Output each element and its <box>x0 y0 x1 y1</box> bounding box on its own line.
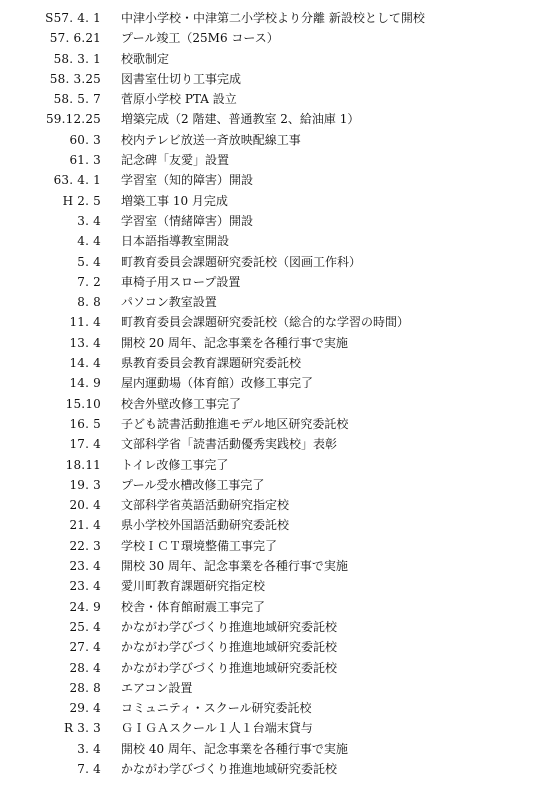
history-row <box>0 556 548 576</box>
history-row <box>0 678 548 698</box>
history-event: 車椅子用スロープ設置 <box>121 274 241 289</box>
history-date: 5. 4 <box>77 254 101 269</box>
history-event: 県小学校外国語活動研究委託校 <box>121 518 290 533</box>
history-date: 24. 9 <box>69 599 101 614</box>
history-date: 14. 9 <box>69 376 101 391</box>
history-date: 58. 3.25 <box>49 71 101 86</box>
history-row <box>0 597 548 617</box>
history-row <box>0 150 548 170</box>
history-event: 文部科学省英語活動研究指定校 <box>121 498 290 513</box>
history-event: 屋内運動場（体育館）改修工事完了 <box>121 376 314 391</box>
history-event: 愛川町教育課題研究指定校 <box>121 579 266 594</box>
history-row <box>0 231 548 251</box>
history-date: 21. 4 <box>69 518 101 533</box>
history-event: かながわ学びづくり推進地域研究委託校 <box>121 640 338 655</box>
history-date: 4. 4 <box>77 234 101 249</box>
history-row <box>0 333 548 353</box>
history-event: 開校 30 周年、記念事業を各種行事で実施 <box>121 559 348 574</box>
history-event: 校内テレビ放送一斉放映配線工事 <box>121 132 301 147</box>
history-row <box>0 170 548 190</box>
history-event: 町教育委員会課題研究委託校（総合的な学習の時間） <box>121 315 410 330</box>
history-date: 61. 3 <box>69 153 101 168</box>
history-event: 開校 20 周年、記念事業を各種行事で実施 <box>121 335 348 350</box>
history-row <box>0 434 548 454</box>
history-date: 60. 3 <box>69 132 101 147</box>
history-row <box>0 739 548 759</box>
history-date: 15.10 <box>65 396 101 411</box>
history-event: かながわ学びづくり推進地域研究委託校 <box>121 619 338 634</box>
history-event: 学校ＩＣＴ環境整備工事完了 <box>121 538 278 553</box>
history-event: 県教育委員会教育課題研究委託校 <box>121 356 302 371</box>
history-date: 11. 4 <box>69 315 101 330</box>
history-row <box>0 515 548 535</box>
history-date: 19. 3 <box>69 477 101 492</box>
history-row <box>0 394 548 414</box>
history-event: ＧＩＧＡスクール１人１台端末貸与 <box>121 721 313 736</box>
history-row <box>0 28 548 48</box>
history-event: 開校 40 周年、記念事業を各種行事で実施 <box>121 741 348 756</box>
history-row <box>0 353 548 373</box>
history-date: 3. 4 <box>77 213 101 228</box>
history-event: 学習室（知的障害）開設 <box>121 173 254 188</box>
history-date: 29. 4 <box>69 701 101 716</box>
history-row <box>0 617 548 637</box>
history-date: 58. 3. 1 <box>53 51 101 66</box>
history-date: 23. 4 <box>69 559 101 574</box>
history-date: 58. 5. 7 <box>53 92 101 107</box>
history-date: 25. 4 <box>69 619 101 634</box>
history-row <box>0 8 548 28</box>
history-event: 子ども読書活動推進モデル地区研究委託校 <box>121 416 349 431</box>
history-row <box>0 109 548 129</box>
history-date: 16. 5 <box>69 416 101 431</box>
history-date: 17. 4 <box>69 437 101 452</box>
history-date: 63. 4. 1 <box>53 173 101 188</box>
history-date: 8. 8 <box>77 295 101 310</box>
history-date: 14. 4 <box>69 356 101 371</box>
history-row <box>0 191 548 211</box>
history-row <box>0 718 548 738</box>
history-date: 7. 2 <box>77 274 101 289</box>
history-date: S57. 4. 1 <box>45 11 101 25</box>
history-event: 町教育委員会課題研究委託校（図画工作科） <box>121 254 362 269</box>
history-event: 中津小学校・中津第二小学校より分離 新設校として開校 <box>121 11 425 25</box>
history-date: 22. 3 <box>69 538 101 553</box>
history-row <box>0 252 548 272</box>
history-row <box>0 759 548 779</box>
history-date: H 2. 5 <box>62 193 101 208</box>
history-row <box>0 312 548 332</box>
history-date: 3. 4 <box>77 741 101 756</box>
history-event: 文部科学省「読書活動優秀実践校」表彰 <box>121 437 338 452</box>
history-date: R 3. 3 <box>64 721 101 736</box>
history-date: 7. 4 <box>77 761 101 776</box>
history-row <box>0 475 548 495</box>
history-event: コミュニティ・スクール研究委託校 <box>121 701 312 716</box>
history-row <box>0 576 548 596</box>
history-event: パソコン教室設置 <box>121 295 217 310</box>
history-date: 13. 4 <box>69 335 101 350</box>
history-row <box>0 414 548 434</box>
history-row <box>0 292 548 312</box>
history-event: プール竣工（25M6 コース） <box>121 31 279 46</box>
history-event: 図書室仕切り工事完成 <box>121 71 242 86</box>
history-event: 校舎外壁改修工事完了 <box>121 396 242 411</box>
history-row <box>0 637 548 657</box>
history-date: 59.12.25 <box>45 112 101 127</box>
history-event: エアコン設置 <box>121 680 193 695</box>
history-event: かながわ学びづくり推進地域研究委託校 <box>121 761 338 776</box>
history-row <box>0 130 548 150</box>
history-row <box>0 698 548 718</box>
history-row <box>0 272 548 292</box>
history-row <box>0 495 548 515</box>
history-date: 20. 4 <box>69 498 101 513</box>
history-event: 日本語指導教室開設 <box>121 234 230 249</box>
history-row <box>0 69 548 89</box>
history-event: 校舎・体育館耐震工事完了 <box>121 599 266 614</box>
history-row <box>0 49 548 69</box>
history-event: 校歌制定 <box>121 51 170 66</box>
history-event: トイレ改修工事完了 <box>121 457 229 472</box>
history-event: プール受水槽改修工事完了 <box>121 477 265 492</box>
history-row <box>0 536 548 556</box>
history-date: 23. 4 <box>69 579 101 594</box>
history-event: 学習室（情緒障害）開設 <box>121 213 254 228</box>
history-date: 57. 6.21 <box>49 31 101 46</box>
history-event: 増築工事 10 月完成 <box>121 193 228 208</box>
history-date: 28. 4 <box>69 660 101 675</box>
history-row <box>0 373 548 393</box>
history-date: 27. 4 <box>69 640 101 655</box>
history-event: 記念碑「友愛」設置 <box>121 153 230 168</box>
history-row <box>0 658 548 678</box>
history-row <box>0 89 548 109</box>
history-date: 18.11 <box>65 457 101 472</box>
school-history-list <box>0 8 548 779</box>
history-event: 菅原小学校 PTA 設立 <box>121 92 237 107</box>
history-row <box>0 455 548 475</box>
history-row <box>0 211 548 231</box>
history-event: かながわ学びづくり推進地域研究委託校 <box>121 660 338 675</box>
history-event: 増築完成（2 階建、普通教室 2、給油庫 1） <box>121 112 360 127</box>
history-date: 28. 8 <box>69 680 101 695</box>
